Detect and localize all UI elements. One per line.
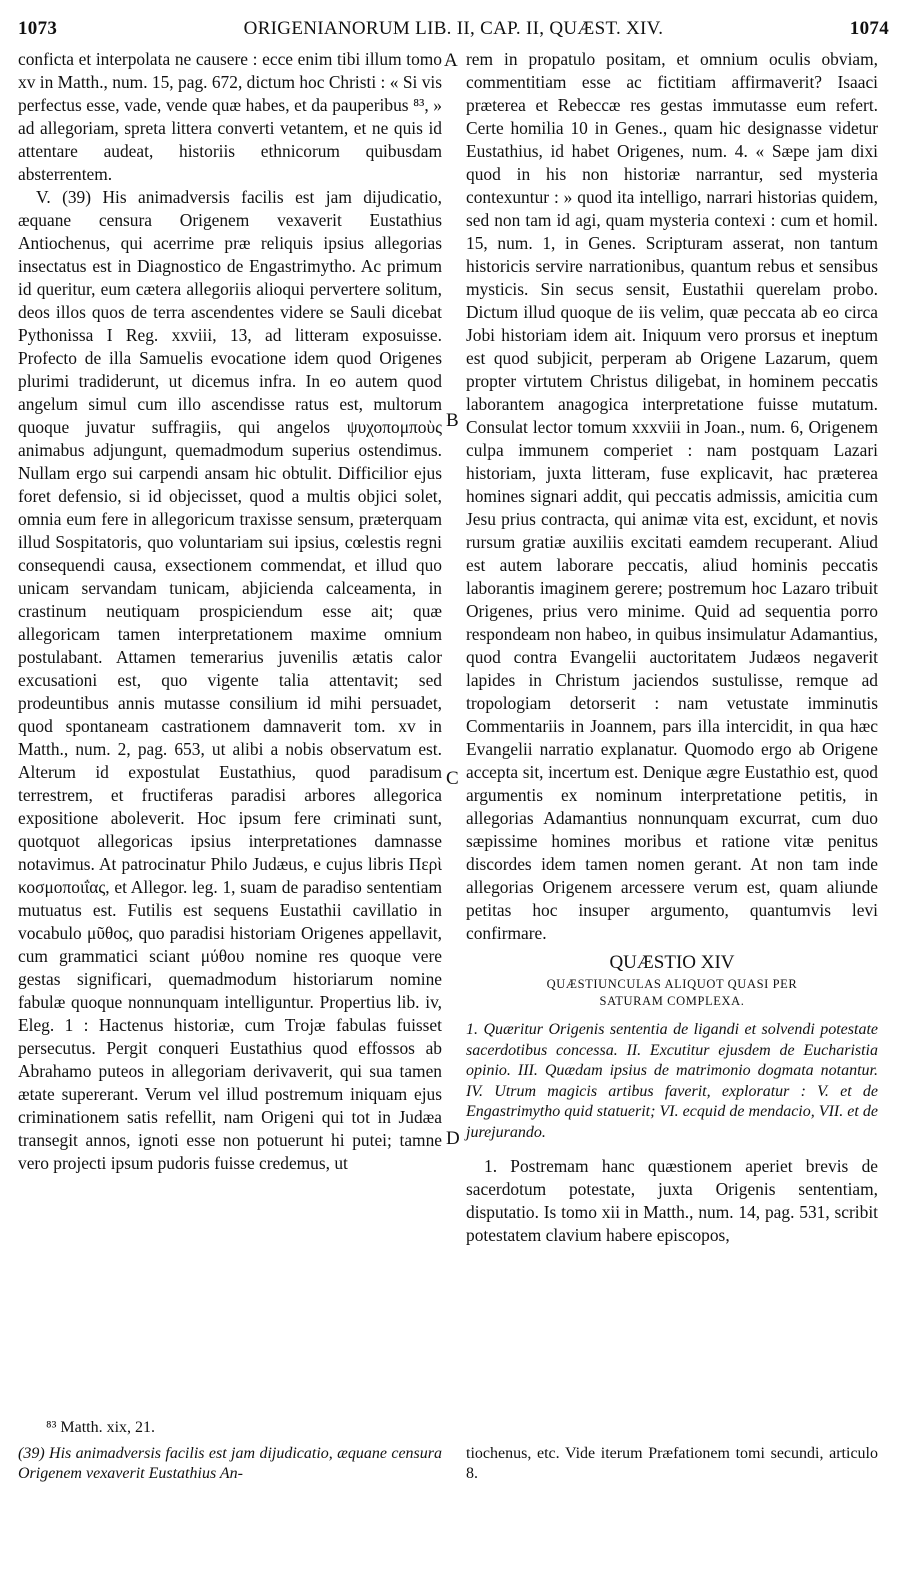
question-summary: 1. Quæritur Origenis sententia de ligandi et solvendi potestate sacerdotibus concessa. II. Excutitur ejusdem de Eucharistia opinio. III. Quædam ipsius de matrimonio dogmata notantur. IV. Utrum magicis artibus faverit, exploratur : V. et de Engastrimytho quid statuerit; VI. ecquid de mendacio, VII. et de jurejurando.	[466, 1021, 878, 1141]
left-paragraph-2: V. (39) His animadversis facilis est jam dijudicatio, æquane censura Origenem vexaverit Eustathius Antiochenus, qui acerrime præ reliquis ipsius allegorias insectatus est in Diagnostico de Engastrimytho. Ac primum id queritur, eum cætera allegoriis alioqui pervertere solitum, deos illos quos de terra ascendentes videre se Sauli dicebat Pythonissa I Reg. xxviii, 13, ad litteram exposuisse. Profecto de illa Samuelis evocatione idem quod Origenes plurimi tradiderunt, ut dicemus infra. In eo autem quod angelum simul cum illo ascendisse ratus est, multorum quoque juvatur suffragiis, qui angelos ψυχοπομποὺς animabus adjungunt, quemadmodum superius ostendimus. Nullam ergo sui carpendi ansam hic obtulit. Difficilior ejus foret defensio, si id objecisset, quod a multis objici solet, omnia eum fere in allegoricum traxisse sensum, præterquam illud Sospitatoris, quo voluntariam sui ipsius, cœlestis regni consequendi causa, exsectionem commendat, et illud quo unicam servandam tunicam, abjicienda calceamenta, in crastinum neutiquam prospiciendum esse ait; quæ allegoricam tamen interpretationem maxime omnium postulabant. Attamen temerarius juvenilis ætatis calor excusationi est, quo vigente talia attentavit; sed prodeuntibus annis mutasse consilium id mihi persuadet, quod spontaneam castrationem damnaverit tom. xv in Matth., num. 2, pag. 653, ut alibi a nobis observatum est. Alterum id expostulat Eustathius, quod paradisum terrestrem, et fructiferas paradisi arbores allegorica expositione aboleverit. Hoc ipsum fere criminati sunt, quotquot allegoricas ipsius interpretationes damnasse notavimus. At patrocinatur Philo Judæus, e cujus libris Περὶ κοσμοποιΐας, et Allegor. leg. 1, suam de paradiso sententiam mutuatus est. Futilis est sequens Eustathii cavillatio in vocabulo μῦθος, quo paradisi historiam Origenes appellavit, cum grammatici sciant μύθου nomine res quoque vere gestas significari, quemadmodum historiarum nomine fabulæ quoque nonnunquam intelliguntur. Propertius lib. iv, Eleg. 1 : Hactenus historiæ, cum Trojæ fabulas fuisset persecutus. Pergit conqueri Eustathius quod effossos ab Abrahamo puteos in allegoriam derivaverit, qui sua tamen ætate supererant. Verum vel illud postremum iniquam ejus criminationem satis refellit, nam Origeni qui tot in Judæa transegit annos, ignoti esse non potuerunt hi putei; tamne vero projecti ipsum pudoris fuisse credemus, ut	[18, 187, 442, 1173]
running-header	[14, 18, 893, 44]
section-marker-b: B	[446, 410, 459, 431]
page-number-left: 1073	[18, 18, 58, 39]
question-subtitle-line-2: SATURAM COMPLEXA.	[599, 994, 745, 1008]
running-title: ORIGENIANORUM LIB. II, CAP. II, QUÆST. XIV.	[243, 18, 664, 39]
footnote-39-right: tiochenus, etc. Vide iterum Præfationem tomi secundi, articulo 8.	[466, 1445, 878, 1482]
footnote-39-left: (39) His animadversis facilis est jam dijudicatio, æquane censura Origenem vexaverit Eustathius An-	[18, 1445, 442, 1482]
question-subtitle-line-1: QUÆSTIUNCULAS ALIQUOT QUASI PER	[546, 977, 798, 991]
left-column	[18, 48, 442, 1175]
section-marker-d: D	[446, 1128, 460, 1149]
page-number-right: 1074	[849, 18, 889, 39]
section-marker-a: A	[444, 50, 458, 71]
footnote-83	[18, 1418, 442, 1438]
left-paragraph-1: conficta et interpolata ne causere : ecce enim tibi illum tomo xv in Matth., num. 15, pag. 672, dictum hoc Christi : « Si vis perfectus esse, vade, vende quæ habes, et da pauperibus ⁸³, » ad allegoriam, spreta littera converti vetantem, et ne quis id attentare audeat, historiis ethnicorum quibusdam absterrentem.	[18, 49, 442, 184]
question-title: QUÆSTIO XIV	[609, 952, 735, 973]
section-marker-c: C	[446, 768, 459, 789]
question-subtitle	[466, 976, 878, 1010]
right-column	[466, 48, 878, 1247]
footnote-83-text: ⁸³ Matth. xix, 21.	[46, 1419, 156, 1436]
right-paragraph-2: 1. Postremam hanc quæstionem aperiet brevis de sacerdotum potestate, juxta Origenis sententiam, disputatio. Is tomo xii in Matth., num. 14, pag. 531, scribit potestatem clavium habere episcopos,	[466, 1156, 878, 1245]
right-paragraph-1: rem in propatulo positam, et omnium oculis obviam, commentitiam esse ac fictitiam affirmaverit? Isaaci præterea et Rebeccæ res gestas immutasse eum refert. Certe homilia 10 in Genes., quam hic designasse videtur Eustathius, id habet Origenes, num. 4. « Sæpe jam dixi quod in his non historiæ narrantur, sed mysteria contexuntur : » quod ita intelligo, narrari historias quidem, sed non tam id agi, quam mysteria contexi : cum et homil. 15, num. 1, in Genes. Scripturam asserat, non tantum historicis servire narrationibus, quantum rebus et sensibus mysticis. Sin secus sensit, Eustathii querelam probo. Dictum illud quoque de iis velim, quæ peccata ab eo circa Jobi historiam idem ait. Iniquum vero prorsus et ineptum est quod subjicit, perperam ab Origene Lazarum, quem propter virtutem Christus diligebat, in hominem peccatis laborantem anagogica interpretatione fuisse mutatum. Consulat lector tomum xxxviii in Joan., num. 6, Origenem culpa immunem comperiet : nam postquam Lazari historiam, juxta litteram, fuse explicavit, hac præterea homines signari addit, qui peccatis admissis, amicitia cum Jesu prius contracta, qui animæ vita est, excidunt, et novis rursum gratiæ auxiliis excitati eamdem recuperant. Aliud est autem laborare peccatis, aliud hominis peccatis laborantis imaginem gerere; postremum hoc Lazaro tribuit Origenes, prius vero minime. Quid ad sequentia porro respondeam non habeo, in quibus insimulatur Adamantius, quod contra Evangelii auctoritatem Judæos negaverit lapides in Christum jaciendos sustulisse, remque ad tropologiam detorserit : nam vetustate imminutis Commentariis in Joannem, pars illa intercidit, in qua hæc Evangelii narratio explanatur. Quomodo ergo ab Origene accepta sit, incertum est. Denique ægre Eustathio est, quod argumentis ex nominum interpretatione petitis, in allegorias Adamantius nonnunquam excurrat, cum duo sæpissime homines moribus et ratione vitæ penitus discordes idem tamen nomen gerant. At non tam inde allegorias Origenem arcessere verum est, quam aliunde petitas hoc insuper argumento, quantumvis levi confirmare.	[466, 49, 878, 943]
